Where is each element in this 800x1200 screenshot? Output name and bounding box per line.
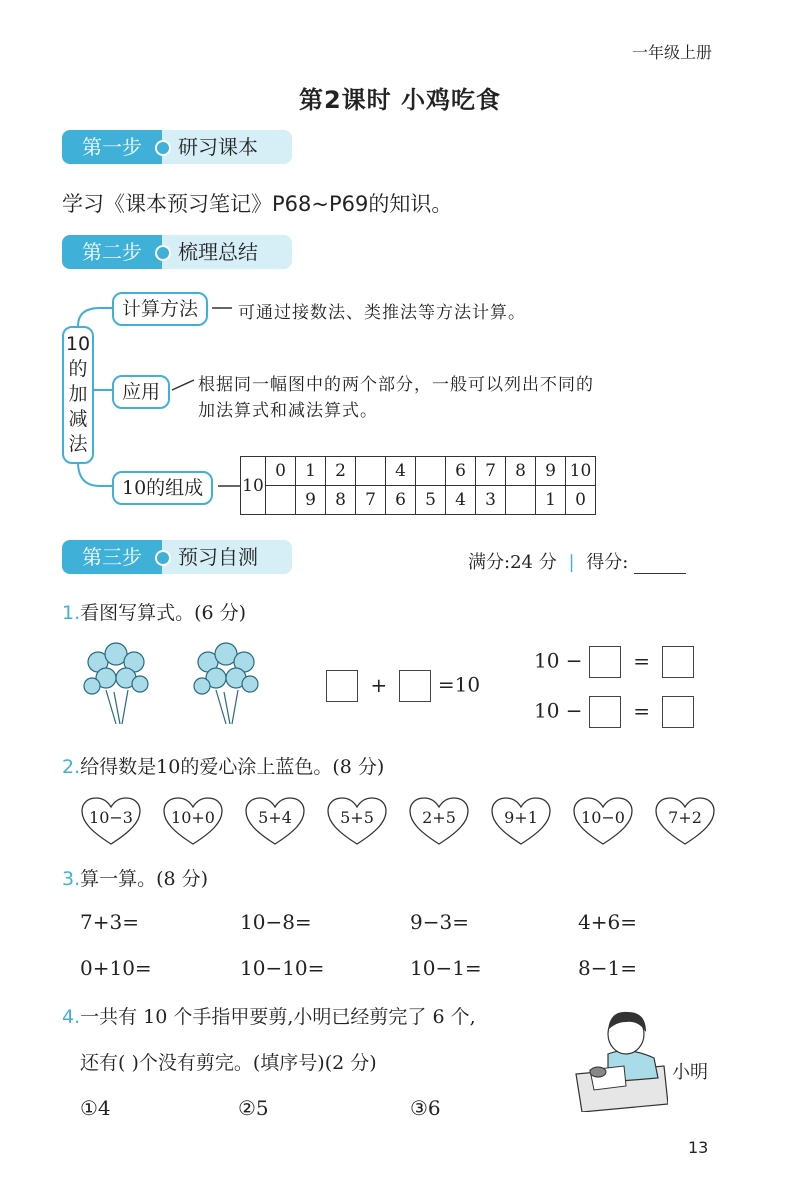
lesson-title: 第2课时 小鸡吃食: [298, 86, 502, 114]
answer-box[interactable]: [589, 646, 621, 678]
heart-label: 5+5: [340, 808, 374, 827]
minus-start: 10 −: [534, 648, 583, 673]
q4-prompt: [62, 1002, 476, 1029]
branch-calc-method-text: 可通过接数法、类推法等方法计算。: [238, 303, 526, 323]
root-text-2: 的: [68, 358, 88, 380]
q3-item: 9−3=: [410, 910, 469, 934]
heart-label: 10−0: [581, 808, 625, 827]
q3-prompt: [62, 864, 208, 891]
q1-prompt: [62, 598, 246, 625]
q3-text: 算一算。(8 分): [80, 868, 209, 890]
heart-item[interactable]: [654, 796, 716, 850]
q3-item: 4+6=: [578, 910, 637, 934]
answer-box[interactable]: [399, 670, 431, 702]
cell: 2: [326, 457, 356, 486]
cell: 4: [386, 457, 416, 486]
cell: 0: [266, 457, 296, 486]
step2-name: 梳理总结: [178, 240, 258, 264]
rose-bouquet-2: [194, 643, 258, 724]
branch-calc-method: 计算方法: [112, 292, 208, 326]
composition-row-top: [241, 457, 596, 486]
q4-option[interactable]: ③6: [410, 1096, 441, 1120]
q4-option[interactable]: ①4: [80, 1096, 111, 1120]
step2-banner: [62, 235, 292, 269]
heart-label: 9+1: [504, 808, 538, 827]
step1-name: 研习课本: [178, 135, 258, 159]
cell: [266, 486, 296, 515]
cell: 4: [446, 486, 476, 515]
step-dot-icon: [155, 245, 171, 261]
q3-item: 7+3=: [80, 910, 139, 934]
answer-box[interactable]: [662, 646, 694, 678]
rose-bouquet-1: [84, 643, 148, 724]
q3-item: 0+10=: [80, 956, 152, 980]
answer-box[interactable]: [662, 696, 694, 728]
cell: 9: [296, 486, 326, 515]
hearts-row: [80, 796, 740, 852]
step2-number: 第二步: [62, 235, 162, 269]
cell: 1: [536, 486, 566, 515]
cell: 6: [386, 486, 416, 515]
cell: 8: [326, 486, 356, 515]
root-node: [62, 326, 94, 464]
heart-item[interactable]: [408, 796, 470, 850]
heart-item[interactable]: [572, 796, 634, 850]
q3-item: 10−8=: [240, 910, 312, 934]
q3-item: 10−1=: [410, 956, 482, 980]
q1-text: 看图写算式。(6 分): [80, 602, 247, 624]
cell: [506, 486, 536, 515]
root-text-4: 减: [68, 408, 88, 430]
step3-banner: [62, 540, 292, 574]
cell: 6: [446, 457, 476, 486]
cell: [416, 457, 446, 486]
heart-label: 5+4: [258, 808, 292, 827]
q4-number: 4.: [62, 1006, 81, 1028]
q1-addition-equation: [326, 670, 480, 702]
branch-application-text-1: 根据同一幅图中的两个部分，一般可以列出不同的: [198, 375, 594, 395]
score-blank[interactable]: [634, 573, 686, 574]
root-text-5: 法: [68, 433, 88, 455]
minus-start: 10 −: [534, 698, 583, 723]
heart-label: 10−3: [89, 808, 133, 827]
cell: 10: [566, 457, 596, 486]
cell: 8: [506, 457, 536, 486]
root-text-1: 10: [65, 333, 91, 355]
person-label: 小明: [672, 1062, 708, 1083]
score-divider: |: [568, 552, 575, 573]
q3-item: 10−10=: [240, 956, 325, 980]
cell: 9: [536, 457, 566, 486]
q4-text: 一共有 10 个手指甲要剪,小明已经剪完了 6 个,: [80, 1006, 476, 1028]
step1-number: 第一步: [62, 130, 162, 164]
q4-option[interactable]: ②5: [238, 1096, 269, 1120]
q1-subtraction-equation-2: [534, 696, 694, 728]
step1-banner: [62, 130, 292, 164]
add-result: =10: [437, 672, 481, 697]
q2-text: 给得数是10的爱心涂上蓝色。(8 分): [80, 756, 385, 778]
heart-label: 7+2: [668, 808, 702, 827]
plus-sign: +: [370, 672, 388, 697]
answer-box[interactable]: [326, 670, 358, 702]
equals-sign: =: [633, 648, 651, 673]
heart-item[interactable]: [80, 796, 142, 850]
branch-application-text-2: 加法算式和减法算式。: [198, 401, 378, 421]
heart-label: 10+0: [171, 808, 215, 827]
q1-subtraction-equation-1: [534, 646, 694, 678]
step-dot-icon: [155, 140, 171, 156]
heart-item[interactable]: [244, 796, 306, 850]
heart-label: 2+5: [422, 808, 456, 827]
q2-prompt: [62, 752, 384, 779]
q1-number: 1.: [62, 602, 81, 624]
q3-number: 3.: [62, 868, 81, 890]
boy-cutting-nails-illustration: [568, 1004, 668, 1112]
page-number: 13: [688, 1138, 709, 1157]
composition-row-bottom: [241, 486, 596, 515]
step1-text: 学习《课本预习笔记》P68~P69的知识。: [62, 192, 453, 216]
score-area: [468, 548, 686, 574]
heart-item[interactable]: [326, 796, 388, 850]
composition-table: [240, 456, 596, 515]
equals-sign: =: [633, 698, 651, 723]
cell: 1: [296, 457, 326, 486]
cell: 5: [416, 486, 446, 515]
q3-item: 8−1=: [578, 956, 637, 980]
rose-bouquets-illustration: [78, 642, 268, 727]
composition-head: 10: [241, 457, 266, 515]
cell: 0: [566, 486, 596, 515]
cell: 3: [476, 486, 506, 515]
cell: 7: [476, 457, 506, 486]
score-label: 得分:: [586, 552, 629, 573]
cell: 7: [356, 486, 386, 515]
q2-number: 2.: [62, 756, 81, 778]
answer-box[interactable]: [589, 696, 621, 728]
q4-text-line2: 还有( )个没有剪完。(填序号)(2 分): [80, 1052, 377, 1074]
step3-name: 预习自测: [178, 545, 258, 569]
root-text-3: 加: [68, 383, 88, 405]
cell: [356, 457, 386, 486]
branch-application: 应用: [112, 375, 170, 409]
step-dot-icon: [155, 550, 171, 566]
branch-composition: 10的组成: [112, 471, 213, 505]
heart-item[interactable]: [162, 796, 224, 850]
step3-number: 第三步: [62, 540, 162, 574]
heart-item[interactable]: [490, 796, 552, 850]
grade-label: 一年级上册: [631, 43, 712, 62]
full-score: 满分:24 分: [468, 552, 557, 573]
